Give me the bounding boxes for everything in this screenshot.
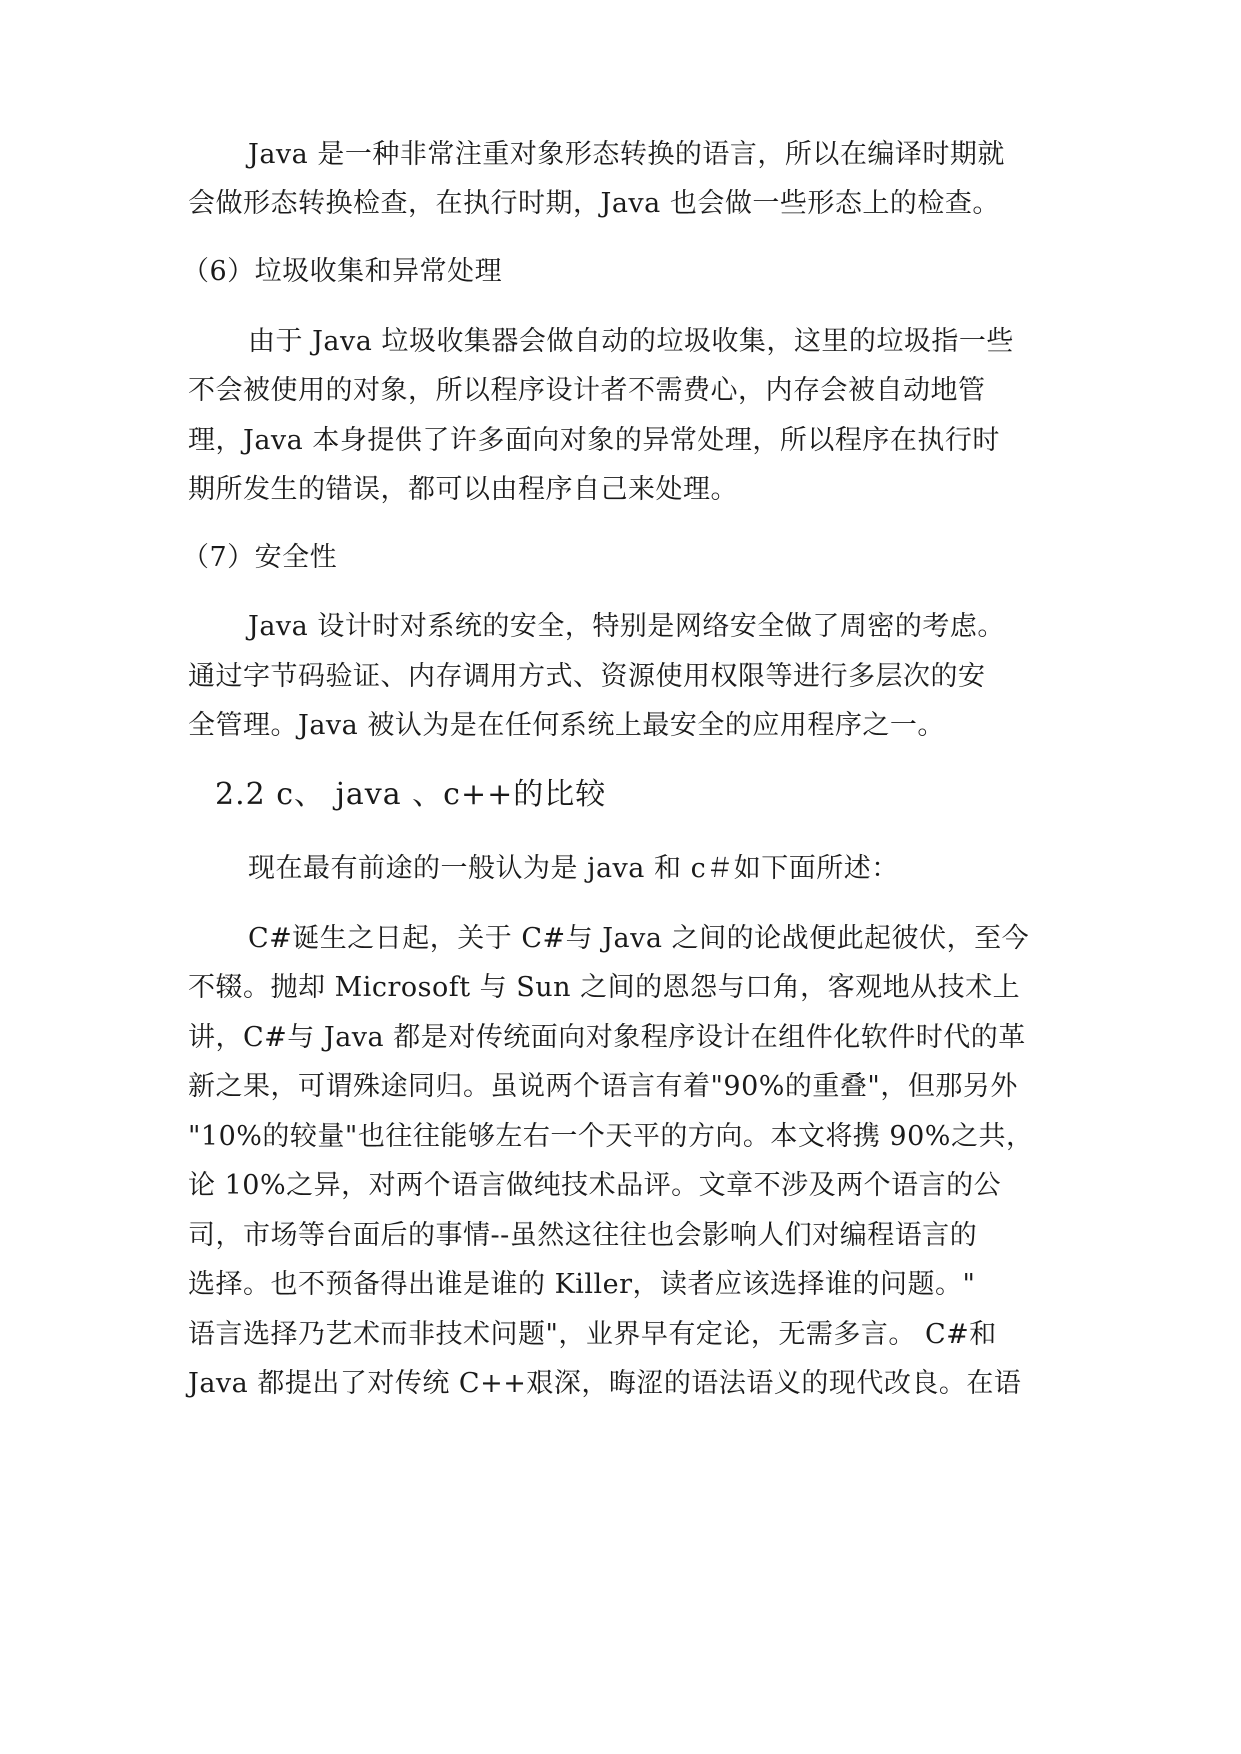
paragraph-2-line-4: 期所发生的错误，都可以由程序自己来处理。 (188, 474, 738, 505)
paragraph-1-line-2: 会做形态转换检查，在执行时期，Java 也会做一些形态上的检查。 (188, 188, 1000, 219)
paragraph-2-line-3: 理，Java 本身提供了许多面向对象的异常处理，所以程序在执行时 (188, 425, 1000, 456)
paragraph-2-line-2: 不会被使用的对象，所以程序设计者不需费心，内存会被自动地管 (188, 375, 986, 406)
paragraph-5-line-10: Java 都提出了对传统 C++艰深，晦涩的语法语义的现代改良。在语 (188, 1368, 1022, 1399)
paragraph-5-line-1: C#诞生之日起，关于 C#与 Java 之间的论战便此起彼伏，至今 (248, 923, 1030, 954)
section-heading-6: （6）垃圾收集和异常处理 (182, 256, 503, 287)
paragraph-4-line-1: 现在最有前途的一般认为是 java 和 c＃如下面所述： (248, 853, 899, 884)
paragraph-5-line-3: 讲，C#与 Java 都是对传统面向对象程序设计在组件化软件时代的革 (188, 1022, 1026, 1053)
paragraph-2-line-1: 由于 Java 垃圾收集器会做自动的垃圾收集，这里的垃圾指一些 (248, 326, 1014, 357)
paragraph-5-line-7: 司，市场等台面后的事情--虽然这往往也会影响人们对编程语言的 (188, 1220, 978, 1251)
paragraph-5-line-8: 选择。也不预备得出谁是谁的 Killer，读者应该选择谁的问题。" (188, 1269, 976, 1300)
paragraph-3-line-1: Java 设计时对系统的安全，特别是网络安全做了周密的考虑。 (248, 611, 1005, 642)
paragraph-1-line-1: Java 是一种非常注重对象形态转换的语言，所以在编译时期就 (248, 139, 1005, 170)
paragraph-5-line-2: 不辍。抛却 Microsoft 与 Sun 之间的恩怨与口角，客观地从技术上 (188, 972, 1021, 1003)
section-heading-2-2: 2.2 c、 java 、c++的比较 (215, 777, 607, 812)
paragraph-3-line-2: 通过字节码验证、内存调用方式、资源使用权限等进行多层次的安 (188, 661, 986, 692)
section-heading-7: （7）安全性 (182, 542, 338, 573)
paragraph-5-line-9: 语言选择乃艺术而非技术问题"，业界早有定论，无需多言。 C#和 (188, 1319, 997, 1350)
paragraph-5-line-6: 论 10%之异，对两个语言做纯技术品评。文章不涉及两个语言的公 (188, 1170, 1002, 1201)
paragraph-5-line-4: 新之果，可谓殊途同归。虽说两个语言有着"90%的重叠"，但那另外 (188, 1071, 1018, 1102)
paragraph-5-line-5: "10%的较量"也往往能够左右一个天平的方向。本文将携 90%之共， (188, 1121, 1034, 1152)
paragraph-3-line-3: 全管理。Java 被认为是在任何系统上最安全的应用程序之一。 (188, 710, 945, 741)
